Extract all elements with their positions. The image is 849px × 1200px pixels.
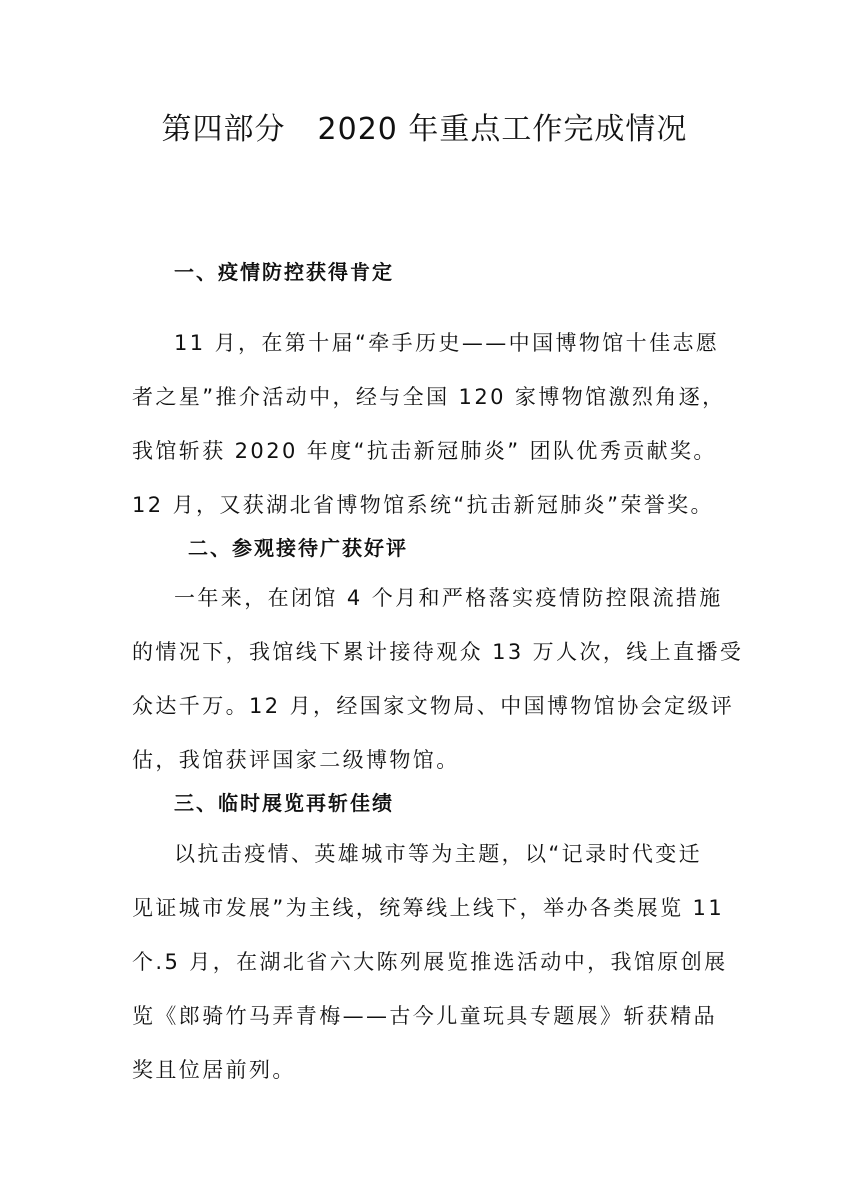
paragraph-line: 者之星”推介活动中，经与全国 120 家博物馆激烈角逐，: [132, 385, 726, 409]
section-paragraph-3: [132, 827, 728, 1097]
paragraph-line: 个.5 月，在湖北省六大陈列展览推选活动中，我馆原创展: [132, 950, 728, 974]
paragraph-line: 11 月，在第十届“牵手历史——中国博物馆十佳志愿: [174, 331, 720, 355]
page-title-part: 第四部分: [161, 112, 286, 147]
section-heading-3: 三、临时展览再斩佳绩: [174, 791, 394, 815]
page-title-text: 2020 年重点工作完成情况: [317, 112, 688, 147]
paragraph-line: 的情况下，我馆线下累计接待观众 13 万人次，线上直播受: [132, 640, 744, 664]
paragraph-line: 12 月，又获湖北省博物馆系统“抗击新冠肺炎”荣誉奖。: [132, 493, 714, 517]
paragraph-line: 奖且位居前列。: [132, 1058, 296, 1082]
section-paragraph-2: [132, 571, 744, 787]
paragraph-line: 见证城市发展”为主线，统筹线上线下，举办各类展览 11: [132, 896, 725, 920]
section-paragraph-1: [132, 316, 726, 532]
paragraph-line: 众达千万。12 月，经国家文物局、中国博物馆协会定级评: [132, 694, 735, 718]
paragraph-line: 以抗击疫情、英雄城市等为主题，以“记录时代变迁: [174, 842, 703, 866]
page-title: [0, 108, 849, 152]
paragraph-line: 估，我馆获评国家二级博物馆。: [132, 748, 460, 772]
paragraph-line: 我馆斩获 2020 年度“抗击新冠肺炎” 团队优秀贡献奖。: [132, 439, 717, 463]
section-heading-1: 一、疫情防控获得肯定: [174, 260, 394, 284]
section-heading-2: 二、参观接待广获好评: [188, 536, 408, 560]
paragraph-line: 览《郎骑竹马弄青梅——古今儿童玩具专题展》斩获精品: [132, 1004, 717, 1028]
paragraph-line: 一年来，在闭馆 4 个月和严格落实疫情防控限流措施: [174, 586, 723, 610]
